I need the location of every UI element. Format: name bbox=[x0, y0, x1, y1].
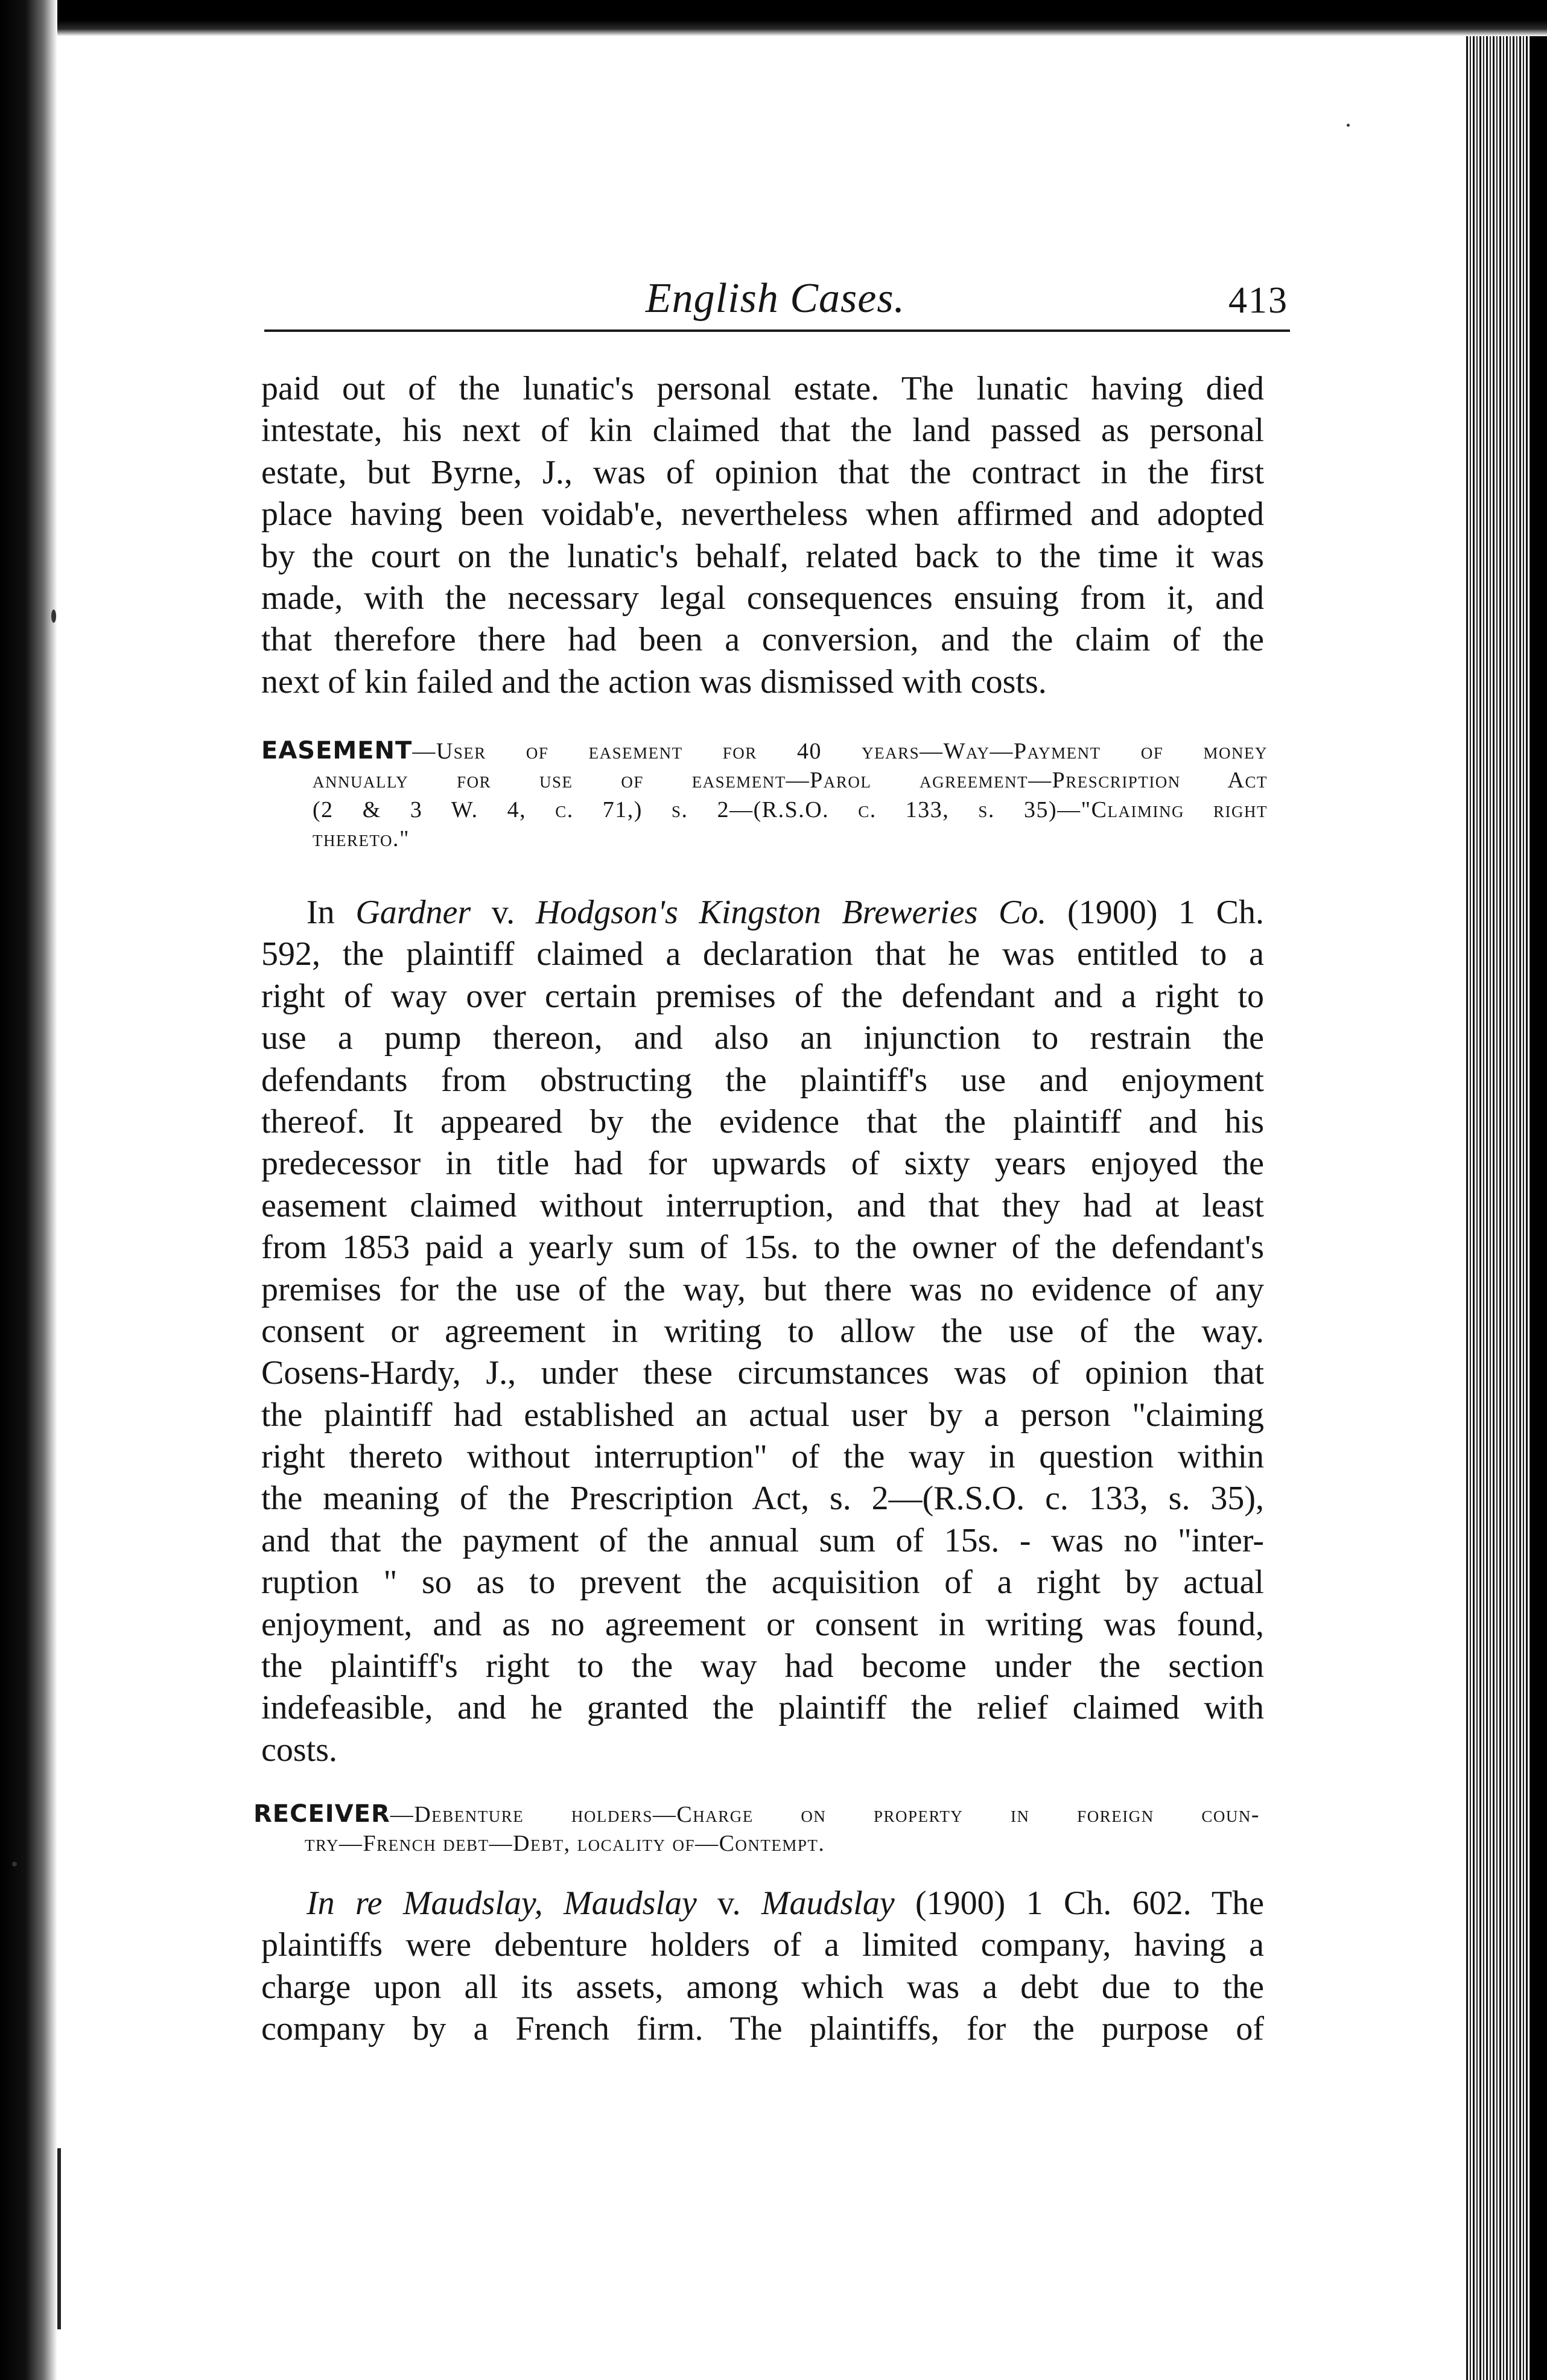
text-line: right of way over certain premises of the defendant and a right to bbox=[261, 977, 1264, 1015]
page-number: 413 bbox=[1228, 280, 1288, 321]
scan-left-edge bbox=[0, 0, 57, 2380]
text-line: from 1853 paid a yearly sum of 15s. to the owner of the defendant's bbox=[261, 1229, 1264, 1267]
headnote-keyword: EASEMENT bbox=[261, 737, 413, 765]
text-run: In bbox=[307, 894, 356, 931]
paragraph-continued bbox=[261, 368, 1264, 703]
text-line: 592, the plaintiff claimed a declaration that he was entitled to a bbox=[261, 935, 1264, 973]
running-title: English Cases. bbox=[645, 275, 906, 322]
case-name: Hodgson's Kingston Breweries Co. bbox=[535, 894, 1047, 931]
text-line: estate, but Byrne, J., was of opinion that the contract in the first bbox=[261, 453, 1264, 491]
headnote-text: —User of easement for 40 years—Way—Payment of money bbox=[412, 739, 1268, 764]
headnote-keyword: RECEIVER bbox=[253, 1800, 390, 1828]
case-name: In re Maudslay, Maudslay bbox=[307, 1885, 697, 1922]
case-name: Maudslay bbox=[761, 1885, 895, 1922]
citation: (1900) 1 Ch. bbox=[1046, 894, 1265, 931]
scan-left-mark bbox=[57, 2148, 61, 2329]
scan-top-shadow bbox=[0, 0, 1547, 36]
citation: (1900) 1 Ch. 602. The bbox=[894, 1885, 1264, 1922]
text-line: the plaintiff's right to the way had become under the section bbox=[261, 1647, 1264, 1685]
text-run: v. bbox=[471, 894, 536, 931]
speck bbox=[1347, 124, 1350, 127]
text-line bbox=[261, 1883, 1264, 1924]
page-header bbox=[262, 275, 1288, 335]
text-line: charge upon all its assets, among which was a debt due to the bbox=[261, 1968, 1264, 2006]
text-line: the meaning of the Prescription Act, s. 2—(R.S.O. c. 133, s. 35), bbox=[261, 1480, 1264, 1518]
headnote-receiver bbox=[253, 1799, 1260, 1859]
text-line: indefeasible, and he granted the plaintiff the relief claimed with bbox=[261, 1689, 1264, 1727]
text-line: right thereto without interruption" of the way in question within bbox=[261, 1438, 1264, 1476]
text-line: company by a French firm. The plaintiffs, for the purpose of bbox=[261, 2010, 1264, 2048]
text-line: easement claimed without interruption, and that they had at least bbox=[261, 1186, 1264, 1224]
header-rule bbox=[264, 329, 1290, 332]
paragraph-gardner bbox=[261, 892, 1264, 1771]
scan-right-shadow bbox=[1530, 36, 1547, 2380]
text-line: premises for the use of the way, but there was no evidence of any bbox=[261, 1270, 1264, 1308]
text-line: and that the payment of the annual sum of 15s. - was no "inter- bbox=[261, 1521, 1264, 1559]
text-line: costs. bbox=[261, 1731, 337, 1769]
text-line: ruption " so as to prevent the acquisition of a right by actual bbox=[261, 1564, 1264, 1602]
text-line: plaintiffs were debenture holders of a limited company, having a bbox=[261, 1926, 1264, 1964]
text-line: use a pump thereon, and also an injunction to restrain the bbox=[261, 1019, 1264, 1057]
text-line: defendants from obstructing the plaintiff's use and enjoyment bbox=[261, 1061, 1264, 1099]
text-line: next of kin failed and the action was dismissed with costs. bbox=[261, 663, 1047, 701]
text-line: made, with the necessary legal consequences ensuing from it, and bbox=[261, 579, 1264, 617]
headnote-line bbox=[253, 1799, 1260, 1829]
text-line: thereof. It appeared by the evidence that the plaintiff and his bbox=[261, 1102, 1264, 1141]
headnote-line bbox=[261, 736, 1268, 766]
headnote-text: —Debenture holders—Charge on property in foreign coun- bbox=[390, 1802, 1260, 1827]
text-line: enjoyment, and as no agreement or consent in writing was found, bbox=[261, 1605, 1264, 1643]
speck bbox=[12, 1862, 17, 1866]
text-line: paid out of the lunatic's personal estate. The lunatic having died bbox=[261, 370, 1264, 407]
headnote-line: thereto." bbox=[313, 826, 410, 852]
text-line: Cosens-Hardy, J., under these circumstances was of opinion that bbox=[261, 1354, 1264, 1392]
headnote-line: try—French debt—Debt, locality of—Contempt. bbox=[305, 1830, 825, 1856]
headnote-line: (2 & 3 W. 4, c. 71,) s. 2—(R.S.O. c. 133, s. 35)—"Claiming right bbox=[313, 797, 1268, 822]
headnote-line: annually for use of easement—Parol agreement—Prescription Act bbox=[313, 767, 1268, 793]
paragraph-maudslay bbox=[261, 1883, 1264, 2051]
text-line bbox=[261, 892, 1264, 934]
text-line: that therefore there had been a conversion, and the claim of the bbox=[261, 621, 1264, 659]
text-line: the plaintiff had established an actual user by a person "claiming bbox=[261, 1396, 1264, 1434]
case-name: Gardner bbox=[355, 894, 471, 931]
headnote-easement bbox=[261, 736, 1268, 854]
text-line: predecessor in title had for upwards of sixty years enjoyed the bbox=[261, 1145, 1264, 1183]
text-line: by the court on the lunatic's behalf, related back to the time it was bbox=[261, 537, 1264, 575]
text-line: intestate, his next of kin claimed that the land passed as personal bbox=[261, 412, 1264, 450]
text-run: v. bbox=[696, 1885, 761, 1922]
text-line: consent or agreement in writing to allow the use of the way. bbox=[261, 1312, 1264, 1350]
speck bbox=[51, 609, 56, 623]
text-line: place having been voidab'e, nevertheless when affirmed and adopted bbox=[261, 495, 1264, 533]
